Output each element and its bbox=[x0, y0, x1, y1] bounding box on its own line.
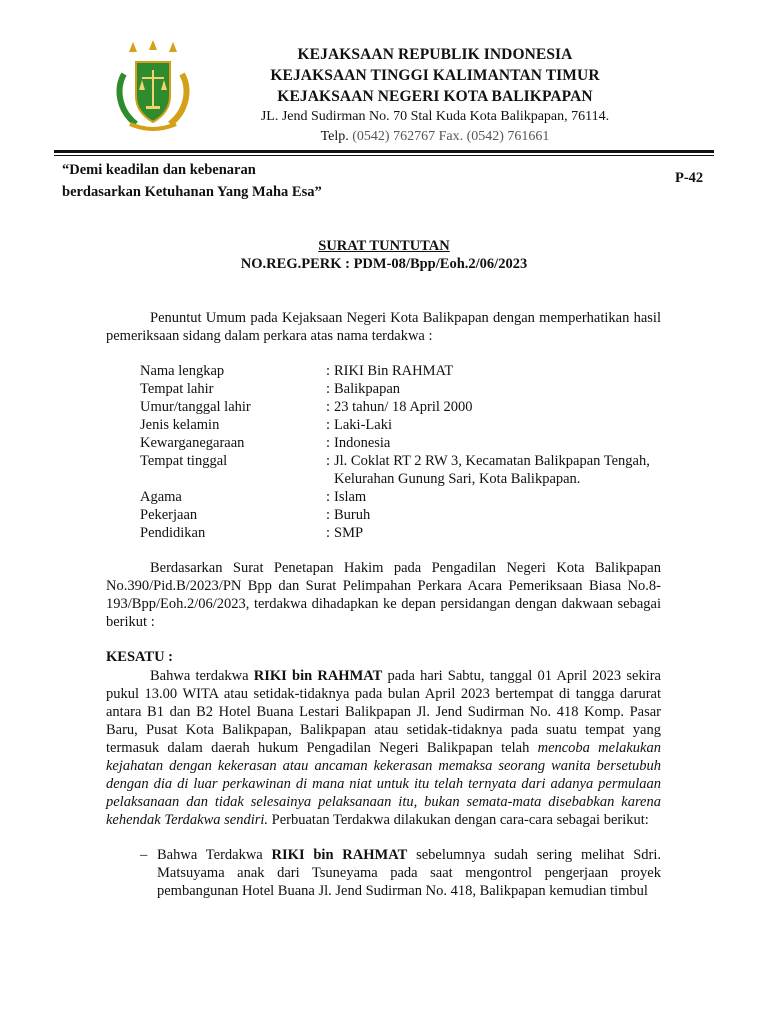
bullet-dash: – bbox=[140, 847, 148, 863]
identity-value: RIKI Bin RAHMAT bbox=[334, 363, 454, 379]
identity-row bbox=[140, 398, 664, 416]
identity-row bbox=[140, 362, 664, 380]
motto-line-2: berdasarkan Ketuhanan Yang Maha Esa” bbox=[62, 184, 322, 200]
identity-value: SMP bbox=[334, 525, 364, 541]
identity-row bbox=[140, 506, 664, 524]
identity-value: Buruh bbox=[334, 507, 371, 523]
identity-row bbox=[140, 416, 664, 434]
identity-label: Tempat tinggal bbox=[140, 453, 228, 469]
list-item bbox=[140, 846, 661, 900]
document-title bbox=[0, 237, 768, 273]
identity-colon: : bbox=[326, 489, 331, 505]
identity-row bbox=[140, 524, 664, 542]
basis-paragraph: Berdasarkan Surat Penetapan Hakim pada Pengadilan Negeri Kota Balikpapan No.390/Pid.B/2023/PN Bpp dan Surat Pelimpahan Perkara Acara Pemeriksaan Biasa No.8-193/Bpp/Eoh.2/06/2023, terdakwa dihadapkan ke depan persidangan dengan dakwaan sebagai berikut : bbox=[106, 560, 661, 630]
identity-value: 23 tahun/ 18 April 2000 bbox=[334, 399, 473, 415]
identity-label: Tempat lahir bbox=[140, 381, 214, 397]
identity-row bbox=[140, 380, 664, 398]
identity-label: Umur/tanggal lahir bbox=[140, 399, 251, 415]
identity-colon: : bbox=[326, 399, 331, 415]
identity-row bbox=[140, 434, 664, 452]
phone-fax-numbers: (0542) 762767 Fax. (0542) 761661 bbox=[352, 129, 550, 144]
identity-label: Pekerjaan bbox=[140, 507, 198, 523]
title-line: SURAT TUNTUTAN bbox=[318, 238, 450, 254]
kesatu-text-2: pada hari Sabtu, tanggal 01 April 2023 sekira pukul 13.00 WITA atau setidak-tidaknya pada bulan April 2023 bertempat di tangga darurat antara B1 dan B2 Hotel Buana Lestari Balikpapan Jl. Jend Sudirman No. 418 Komp. Pasar Baru, Pusat Kota Balikpapan, Balikpapan atau setidak-tidaknya pada suatu tempat yang termasuk dalam daerah hukum Pengadilan Negeri Balikpapan telah bbox=[106, 668, 661, 756]
list-item-text bbox=[157, 846, 661, 900]
letterhead bbox=[210, 44, 660, 147]
identity-value: Islam bbox=[334, 489, 367, 505]
identity-value: Laki-Laki bbox=[334, 417, 392, 433]
kesatu-paragraph bbox=[106, 667, 661, 829]
org-phone bbox=[210, 127, 660, 147]
identity-row bbox=[140, 452, 664, 488]
defendant-identity bbox=[140, 362, 664, 542]
identity-value: Jl. Coklat RT 2 RW 3, Kecamatan Balikpapan Tengah, Kelurahan Gunung Sari, Kota Balikpapan. bbox=[334, 453, 650, 487]
org-name-3: KEJAKSAAN NEGERI KOTA BALIKPAPAN bbox=[277, 88, 593, 105]
phone-label: Telp. bbox=[320, 129, 349, 144]
identity-colon: : bbox=[326, 363, 331, 379]
identity-label: Agama bbox=[140, 489, 182, 505]
motto-line-1: “Demi keadilan dan kebenaran bbox=[62, 162, 256, 178]
bullet-text-2: sebelumnya sudah sering melihat Sdri. Matsuyama anak dari Tsuneyama pada saat mengontrol pengerjaan proyek pembangunan Hotel Buana Jl. Jend Sudirman No. 418, Balikpapan kemudian timbul bbox=[157, 847, 662, 899]
identity-value: Indonesia bbox=[334, 435, 391, 451]
motto bbox=[62, 159, 322, 203]
defendant-name-bold: RIKI bin RAHMAT bbox=[271, 847, 408, 863]
identity-label: Nama lengkap bbox=[140, 363, 225, 379]
identity-colon: : bbox=[326, 525, 331, 541]
kesatu-charge-italic: mencoba melakukan kejahatan dengan kekerasan atau ancaman kekerasan memaksa seorang wanita bersetubuh dengan dia di luar perkawinan di mana niat untuk itu telah ternyata dari adanya permulaan pelaksanaan dan tidak selesainya pelaksanaan itu, bukan semata-mata disebabkan karena kehendak Terdakwa sendiri. bbox=[106, 740, 661, 828]
form-code: P-42 bbox=[675, 170, 704, 186]
defendant-name-bold: RIKI bin RAHMAT bbox=[253, 668, 383, 684]
org-name-2: KEJAKSAAN TINGGI KALIMANTAN TIMUR bbox=[270, 67, 600, 84]
identity-colon: : bbox=[326, 507, 331, 523]
identity-colon: : bbox=[326, 435, 331, 451]
identity-label: Kewarganegaraan bbox=[140, 435, 245, 451]
identity-label: Pendidikan bbox=[140, 525, 206, 541]
identity-label: Jenis kelamin bbox=[140, 417, 220, 433]
intro-paragraph: Penuntut Umum pada Kejaksaan Negeri Kota Balikpapan dengan memperhatikan hasil pemeriksaan sidang dalam perkara atas nama terdakwa : bbox=[106, 310, 661, 344]
header-divider-thin bbox=[54, 155, 714, 156]
header-divider-thick bbox=[54, 150, 714, 153]
org-address: JL. Jend Sudirman No. 70 Stal Kuda Kota Balikpapan, 76114. bbox=[260, 109, 610, 124]
org-name-1: KEJAKSAAN REPUBLIK INDONESIA bbox=[297, 46, 573, 63]
identity-colon: : bbox=[326, 417, 331, 433]
registration-number: NO.REG.PERK : PDM-08/Bpp/Eoh.2/06/2023 bbox=[240, 256, 528, 272]
identity-value: Balikpapan bbox=[334, 381, 401, 397]
kesatu-text-3: Perbuatan Terdakwa dilakukan dengan cara-cara sebagai berikut: bbox=[271, 812, 649, 828]
identity-colon: : bbox=[326, 453, 331, 469]
identity-colon: : bbox=[326, 381, 331, 397]
kejaksaan-emblem-icon bbox=[112, 38, 194, 132]
bullet-text-1: Bahwa Terdakwa bbox=[157, 847, 263, 863]
identity-row bbox=[140, 488, 664, 506]
kesatu-text-1: Bahwa terdakwa bbox=[150, 668, 249, 684]
kesatu-heading: KESATU : bbox=[106, 649, 174, 665]
